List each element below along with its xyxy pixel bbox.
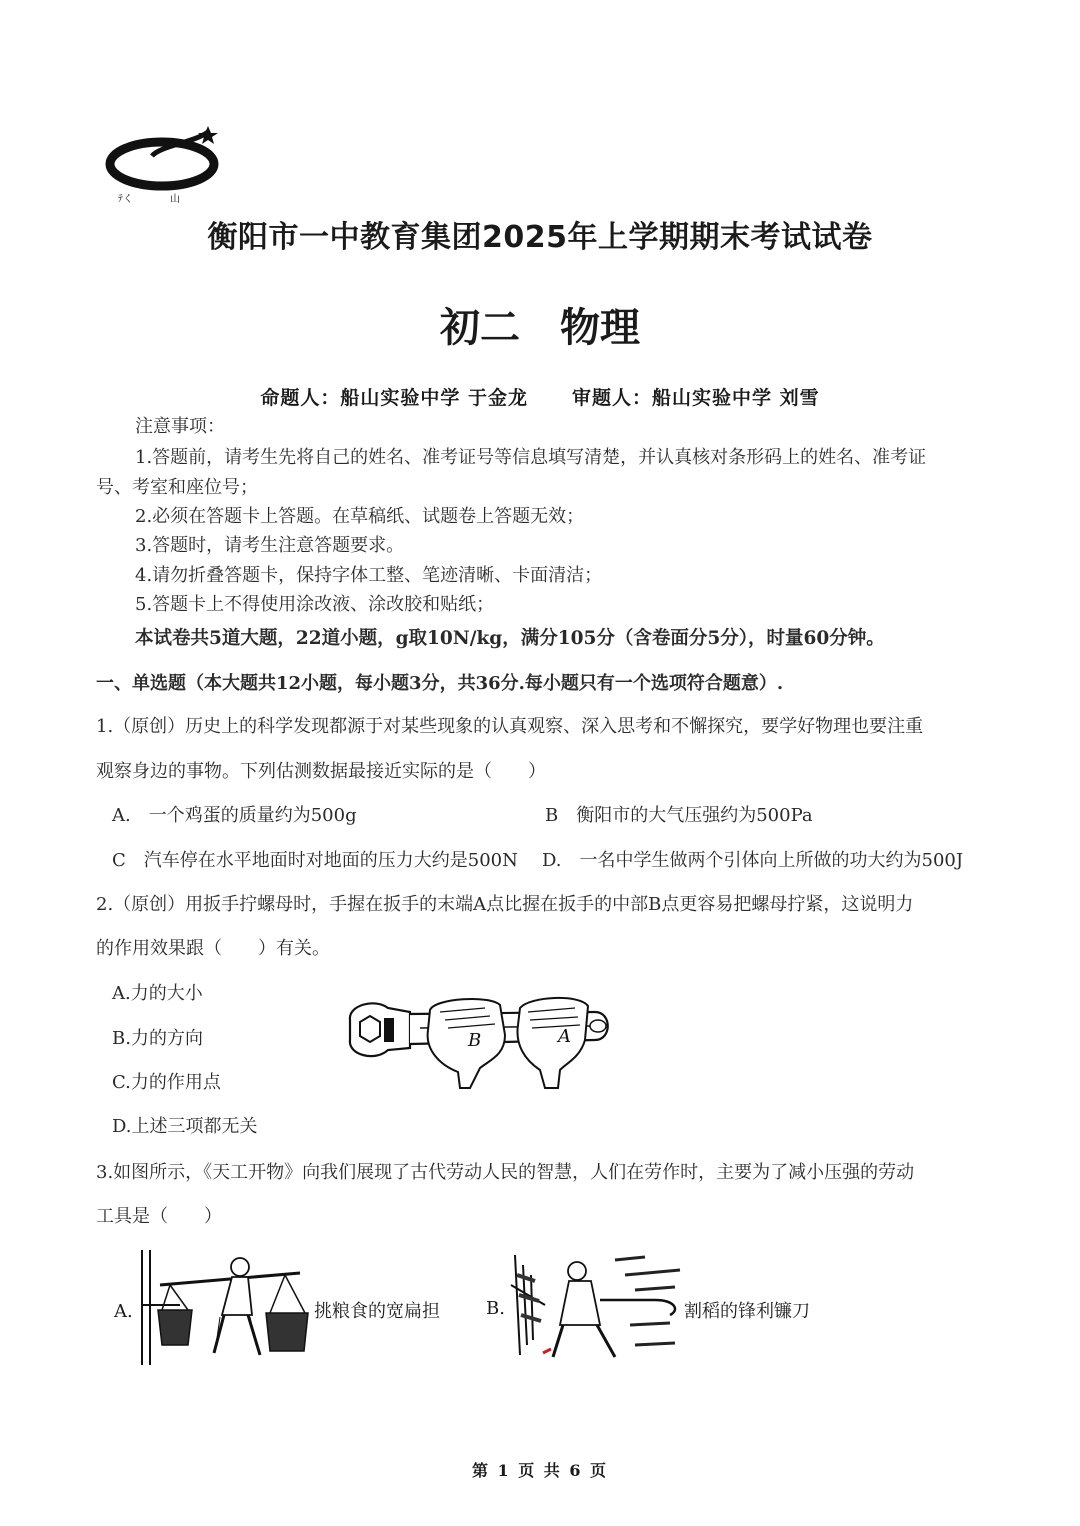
question-1-option-d: D. 一名中学生做两个引体向上所做的功大约为500J — [542, 850, 964, 871]
exam-summary: 本试卷共5道大题，22道小题，g取10N/kg，满分105分（含卷面分5分），时量60分钟。 — [135, 628, 885, 649]
exam-title: 衡阳市一中教育集团2025年上学期期末考试试卷 — [207, 220, 873, 255]
note-item-1-line-1: 1.答题前，请考生先将自己的姓名、准考证号等信息填写清楚，并认真核对条形码上的姓名、准考证 — [135, 447, 927, 468]
question-2-option-b: B.力的方向 — [112, 1028, 203, 1049]
note-item-1-line-2: 号、考室和座位号； — [96, 477, 258, 498]
wrench-illustration — [340, 990, 620, 1090]
svg-text:ﾃく: ﾃく — [118, 194, 133, 205]
note-item-4: 4.请勿折叠答题卡，保持字体工整、笔迹清晰、卡面清洁； — [135, 565, 603, 586]
question-1-option-b: B 衡阳市的大气压强约为500Pa — [545, 805, 813, 826]
author-label: 命题人：船山实验中学 于金龙 — [260, 387, 528, 409]
label-b: B — [468, 1030, 482, 1051]
svg-text:山: 山 — [170, 194, 180, 205]
question-1-line-1: 1.（原创）历史上的科学发现都源于对某些现象的认真观察、深入思考和不懈探究，要学好物理也要注重 — [96, 716, 924, 737]
note-item-5: 5.答题卡上不得使用涂改液、涂改胶和贴纸； — [135, 594, 495, 615]
question-3-line-2: 工具是（ ） — [96, 1206, 222, 1227]
authors-line — [0, 383, 1080, 410]
note-item-3: 3.答题时，请考生注意答题要求。 — [135, 535, 405, 556]
exam-subject: 初二 物理 — [440, 305, 640, 351]
question-1-line-2: 观察身边的事物。下列估测数据最接近实际的是（ ） — [96, 761, 546, 782]
label-a: A — [558, 1026, 571, 1047]
notes-heading: 注意事项： — [135, 416, 225, 437]
question-1-option-a: A. 一个鸡蛋的质量约为500g — [112, 805, 357, 826]
school-logo — [100, 120, 235, 210]
question-2-option-d: D.上述三项都无关 — [112, 1116, 258, 1137]
sickle-harvest-illustration — [505, 1245, 685, 1370]
question-2-line-2: 的作用效果跟（ ）有关。 — [96, 938, 330, 959]
carrying-pole-illustration — [140, 1245, 312, 1370]
question-3-option-b-letter: B. — [486, 1298, 505, 1319]
question-2-option-c: C.力的作用点 — [112, 1072, 221, 1093]
question-3-line-1: 3.如图所示，《天工开物》向我们展现了古代劳动人民的智慧，人们在劳作时，主要为了减小压强的劳动 — [96, 1162, 915, 1183]
question-3-option-b-text: 割稻的锋利镰刀 — [684, 1301, 810, 1322]
note-item-2: 2.必须在答题卡上答题。在草稿纸、试题卷上答题无效； — [135, 506, 585, 527]
question-3-option-a-letter: A. — [114, 1301, 133, 1322]
question-2-line-1: 2.（原创）用扳手拧螺母时，手握在扳手的末端A点比握在扳手的中部B点更容易把螺母拧紧，这说明力 — [96, 894, 914, 915]
section-heading: 一、单选题（本大题共12小题，每小题3分，共36分.每小题只有一个选项符合题意）. — [96, 673, 784, 694]
page-number: 第 1 页 共 6 页 — [471, 1461, 609, 1480]
question-1-option-c: C 汽车停在水平地面时对地面的压力大约是500N — [112, 850, 518, 871]
question-3-option-a-text: 挑粮食的宽扁担 — [314, 1301, 440, 1322]
question-2-option-a: A.力的大小 — [112, 983, 203, 1004]
reviewer-label: 审题人：船山实验中学 刘雪 — [572, 387, 820, 409]
